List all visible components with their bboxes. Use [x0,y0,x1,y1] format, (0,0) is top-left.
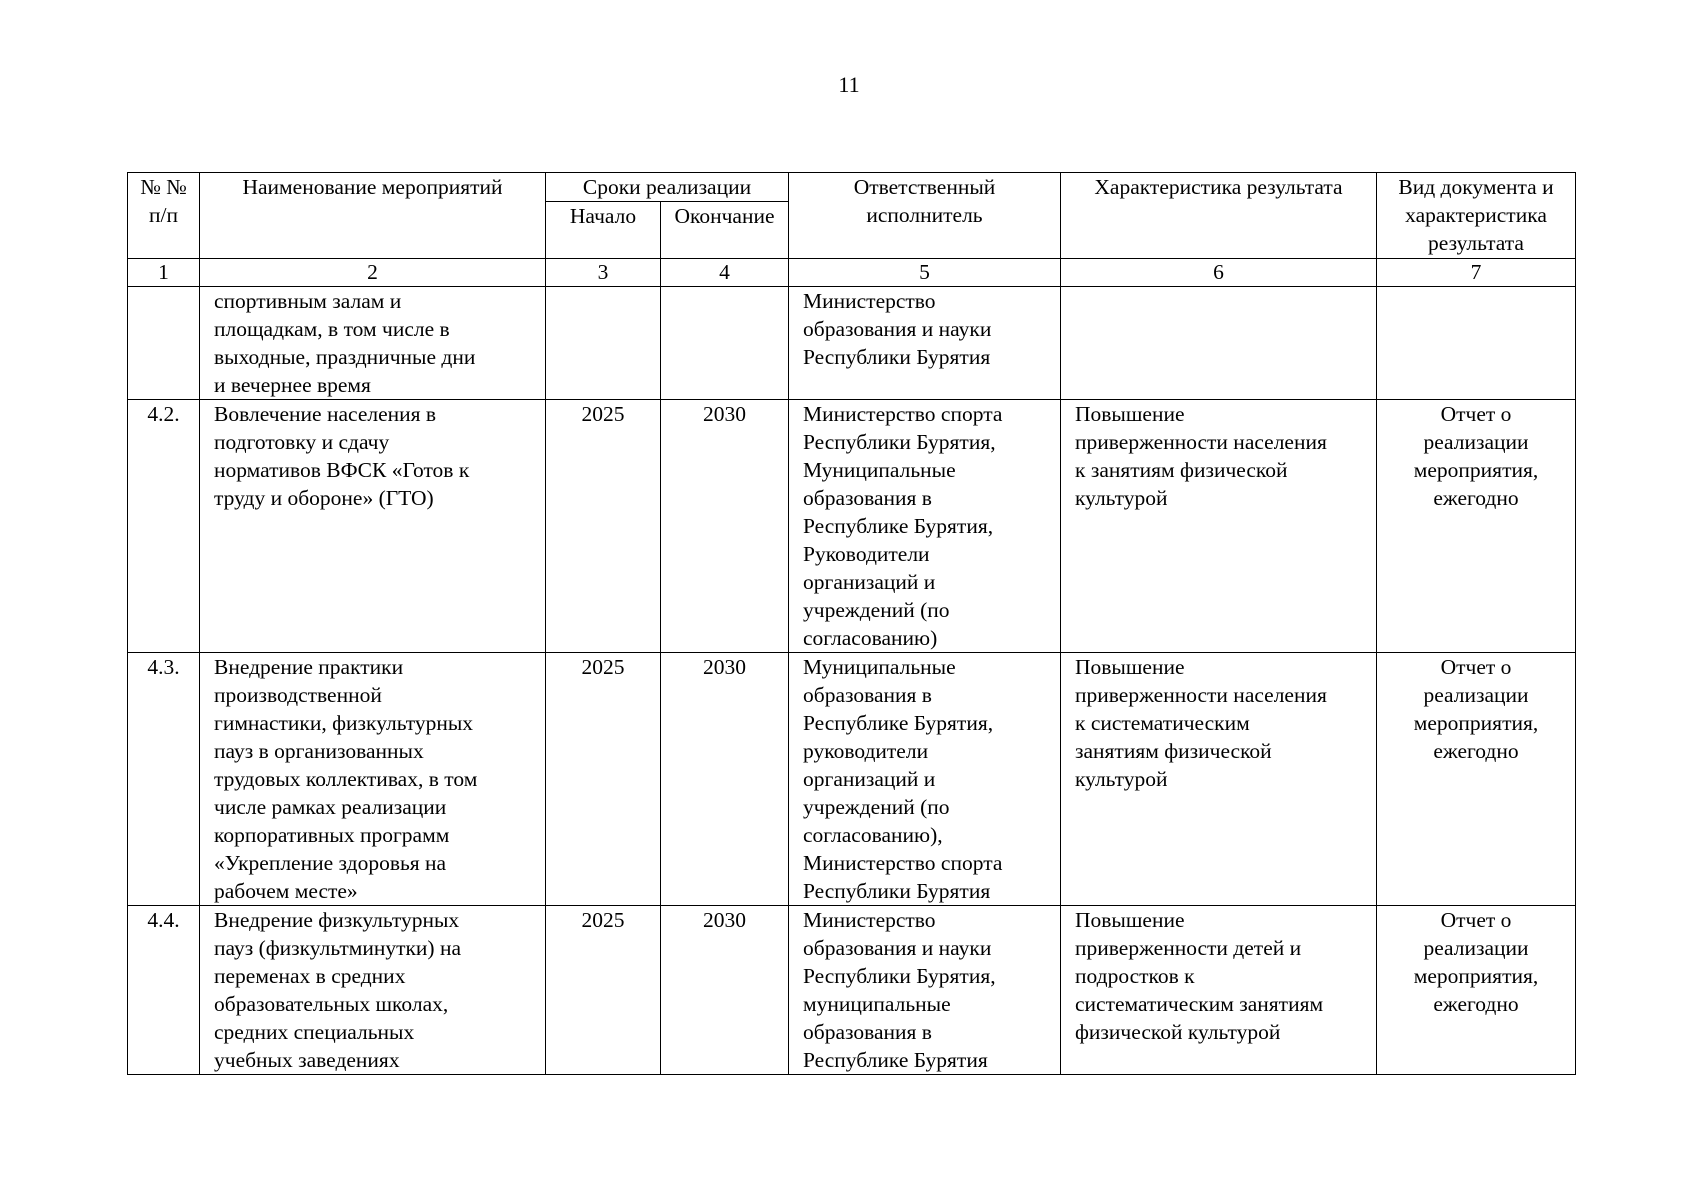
result-description: Повышение приверженности населения к систематическим занятиям физической культурой [1061,653,1377,906]
row-number: 4.2. [128,400,200,653]
end-year [661,287,789,400]
start-year: 2025 [546,400,661,653]
activity-name: Внедрение физкультурных пауз (физкультминутки) на переменах в средних образовательных школах, средних специальных учебных заведениях [200,906,546,1075]
header-num: № № п/п [128,173,200,259]
start-year: 2025 [546,653,661,906]
column-number: 3 [546,259,661,287]
header-doc: Вид документа и характеристика результата [1377,173,1576,259]
end-year: 2030 [661,906,789,1075]
header-end: Окончание [661,202,789,259]
column-number-row [128,259,1576,287]
column-number: 4 [661,259,789,287]
executor: Министерство спорта Республики Бурятия, Муниципальные образования в Республике Бурятия, Руководители организаций и учреждений (по согласованию) [789,400,1061,653]
header-name: Наименование мероприятий [200,173,546,259]
header-terms: Сроки реализации [546,173,789,202]
row-number [128,287,200,400]
executor: Министерство образования и науки Республики Бурятия [789,287,1061,400]
table-row [128,653,1576,906]
header-result: Характеристика результата [1061,173,1377,259]
header-start: Начало [546,202,661,259]
activity-name: спортивным залам и площадкам, в том числе в выходные, праздничные дни и вечернее время [200,287,546,400]
end-year: 2030 [661,400,789,653]
result-description [1061,287,1377,400]
row-number: 4.4. [128,906,200,1075]
table-row [128,287,1576,400]
activities-table [127,172,1576,1075]
result-description: Повышение приверженности населения к занятиям физической культурой [1061,400,1377,653]
document-type: Отчет о реализации мероприятия, ежегодно [1377,400,1576,653]
column-number: 1 [128,259,200,287]
column-number: 7 [1377,259,1576,287]
document-type [1377,287,1576,400]
header-executor: Ответственный исполнитель [789,173,1061,259]
executor: Министерство образования и науки Республики Бурятия, муниципальные образования в Республике Бурятия [789,906,1061,1075]
column-number: 6 [1061,259,1377,287]
activity-name: Внедрение практики производственной гимнастики, физкультурных пауз в организованных трудовых коллективах, в том числе рамках реализации корпоративных программ «Укрепление здоровья на рабочем месте» [200,653,546,906]
activity-name: Вовлечение населения в подготовку и сдачу нормативов ВФСК «Готов к труду и обороне» (ГТО) [200,400,546,653]
table-row [128,400,1576,653]
result-description: Повышение приверженности детей и подростков к систематическим занятиям физической культурой [1061,906,1377,1075]
column-number: 2 [200,259,546,287]
start-year [546,287,661,400]
header-row [128,173,1576,202]
end-year: 2030 [661,653,789,906]
column-number: 5 [789,259,1061,287]
row-number: 4.3. [128,653,200,906]
document-type: Отчет о реализации мероприятия, ежегодно [1377,906,1576,1075]
executor: Муниципальные образования в Республике Бурятия, руководители организаций и учреждений (по согласованию), Министерство спорта Республики Бурятия [789,653,1061,906]
start-year: 2025 [546,906,661,1075]
document-type: Отчет о реализации мероприятия, ежегодно [1377,653,1576,906]
page-number: 11 [838,72,860,97]
table-row [128,906,1576,1075]
